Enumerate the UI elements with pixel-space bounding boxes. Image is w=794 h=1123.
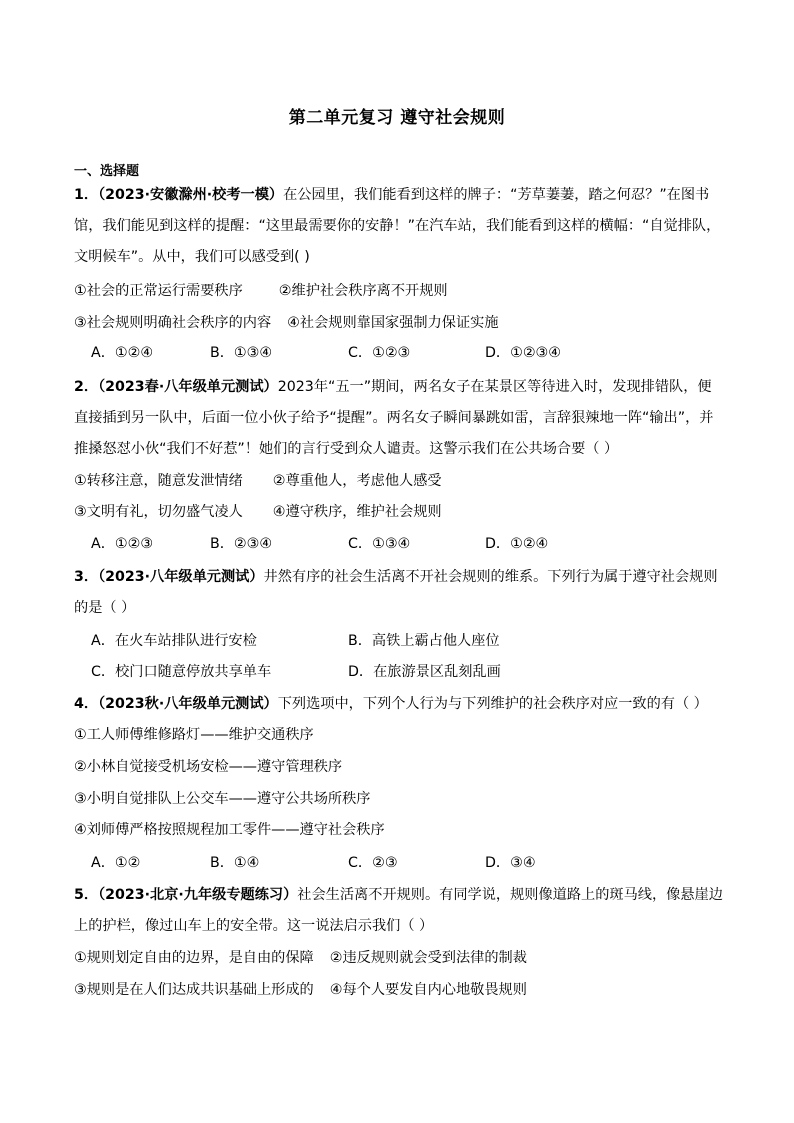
- question-stem: 社会生活离不开规则。有同学说，规则像道路上的斑马线，像悬崖边上的护栏，像过山车上的安全带。这一说法启示我们（ ）: [74, 887, 723, 934]
- question-source: （2023·北京·九年级专题练习）: [98, 887, 298, 903]
- statement: ①规则划定自由的边界，是自由的保障: [74, 950, 314, 966]
- choice-a[interactable]: A．①②③: [91, 536, 154, 552]
- choice-c[interactable]: C．①③④: [348, 536, 411, 552]
- question-source: （2023·八年级单元测试）: [98, 569, 264, 585]
- choice-d[interactable]: D．①②④: [485, 536, 549, 552]
- choice-b[interactable]: B．①④: [210, 855, 260, 871]
- question-2: [74, 372, 724, 465]
- statement: ④每个人要发自内心地敬畏规则: [329, 982, 527, 998]
- statement: ②尊重他人，考虑他人感受: [272, 473, 442, 489]
- statement: ③规则是在人们达成共识基础上形成的: [74, 982, 314, 998]
- statement: ④社会规则靠国家强制力保证实施: [287, 315, 499, 331]
- question-number: 2．: [74, 379, 99, 395]
- statement: ③社会规则明确社会秩序的内容: [74, 315, 272, 331]
- statement-row: [74, 943, 527, 974]
- statement-row: [74, 276, 448, 307]
- statement: ②小林自觉接受机场安检——遵守管理秩序: [74, 759, 343, 775]
- statement-row: [74, 975, 527, 1006]
- statement: ①转移注意，随意发泄情绪: [74, 473, 243, 489]
- choice-c[interactable]: C．校门口随意停放共享单车: [91, 664, 272, 680]
- question-source: （2023·安徽滁州·校考一模）: [98, 187, 284, 203]
- choice-d[interactable]: D．①②③④: [485, 345, 561, 361]
- choice-c[interactable]: C．①②③: [348, 345, 411, 361]
- choice-d[interactable]: D．在旅游景区乱刻乱画: [348, 664, 501, 680]
- statement: ④遵守秩序，维护社会规则: [272, 504, 442, 520]
- statement: ①工人师傅维修路灯——维护交通秩序: [74, 727, 314, 743]
- question-3: [74, 562, 724, 624]
- section-title: 一、选择题: [74, 164, 140, 179]
- question-stem: 2023年“五一”期间，两名女子在某景区等待进入时，发现排错队，便直接插到另一队中，后面一位小伙子给予“提醒”。两名女子瞬间暴跳如雷，言辞狠辣地一阵“输出”，并推搡怒怼小伙“我们不好惹”！她们的言行受到众人谴责。这警示我们在公共场合要（ ）: [74, 379, 714, 457]
- question-number: 3．: [74, 569, 99, 585]
- question-4: [74, 689, 724, 720]
- choice-a[interactable]: A．在火车站排队进行安检: [91, 633, 257, 649]
- statement: ①社会的正常运行需要秩序: [74, 283, 243, 299]
- choice-b[interactable]: B．高铁上霸占他人座位: [348, 633, 500, 649]
- question-stem: 井然有序的社会生活离不开社会规则的维系。下列行为属于遵守社会规则的是（ ）: [74, 569, 718, 616]
- statement: ③文明有礼，切勿盛气凌人: [74, 504, 243, 520]
- question-stem: 在公园里，我们能看到这样的牌子：“芳草萋萋，踏之何忍？”在图书馆，我们能见到这样的提醒：“这里最需要你的安静！”在汽车站，我们能看到这样的横幅：“自觉排队，文明候车”。从中，我们可以感受到( ): [74, 187, 721, 265]
- question-stem: 下列选项中，下列个人行为与下列维护的社会秩序对应一致的有（ ）: [277, 696, 708, 712]
- choice-c[interactable]: C．②③: [348, 855, 398, 871]
- statement: ②违反规则就会受到法律的制裁: [329, 950, 527, 966]
- question-number: 5．: [74, 887, 99, 903]
- question-5: [74, 880, 724, 942]
- statement: ④刘师傅严格按照规程加工零件——遵守社会秩序: [74, 822, 385, 838]
- choice-a[interactable]: A．①②④: [91, 345, 154, 361]
- choice-a[interactable]: A．①②: [91, 855, 141, 871]
- choice-b[interactable]: B．①③④: [210, 345, 273, 361]
- question-source: （2023春·八年级单元测试）: [98, 379, 278, 395]
- choice-b[interactable]: B．②③④: [210, 536, 273, 552]
- statement: ③小明自觉排队上公交车——遵守公共场所秩序: [74, 791, 371, 807]
- choice-d[interactable]: D．③④: [485, 855, 536, 871]
- question-number: 4．: [74, 696, 99, 712]
- question-number: 1．: [74, 187, 99, 203]
- statement-row: [74, 308, 499, 339]
- statement: ②维护社会秩序离不开规则: [278, 283, 448, 299]
- statement-row: [74, 466, 442, 497]
- question-1: [74, 180, 724, 273]
- statement-row: [74, 497, 442, 528]
- question-source: （2023秋·八年级单元测试）: [98, 696, 278, 712]
- page-title: 第二单元复习 遵守社会规则: [288, 108, 506, 128]
